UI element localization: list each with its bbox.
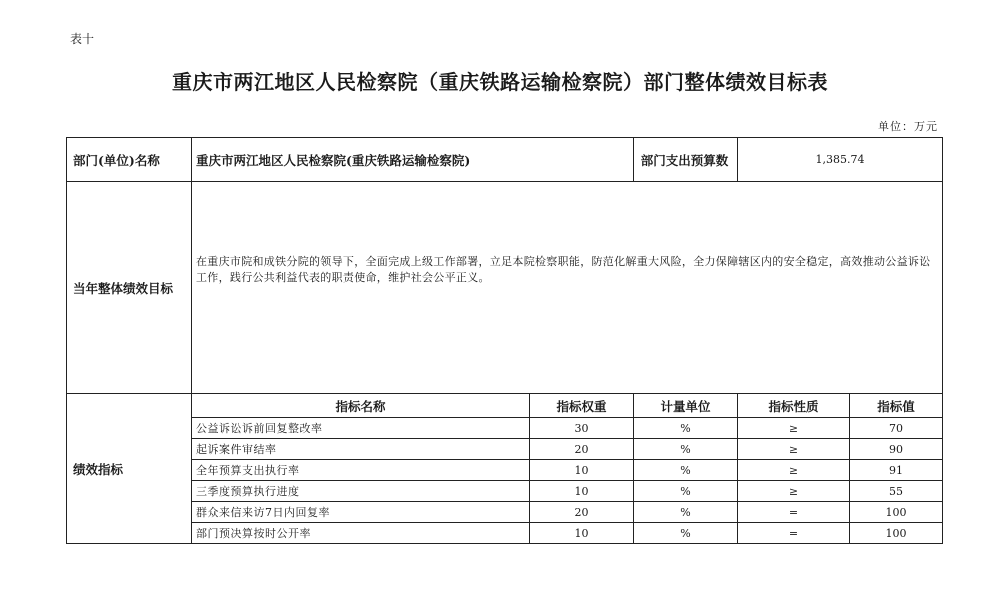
table-row bbox=[67, 418, 943, 439]
indicator-value: 100 bbox=[850, 523, 943, 544]
indicator-value: 91 bbox=[850, 460, 943, 481]
table-row bbox=[67, 481, 943, 502]
header-weight: 指标权重 bbox=[530, 394, 634, 418]
indicator-nature: ≥ bbox=[738, 481, 850, 502]
indicator-nature: ≥ bbox=[738, 460, 850, 481]
unit-note: 单位：万元 bbox=[878, 120, 938, 133]
goal-text: 在重庆市院和成铁分院的领导下，全面完成上级工作部署，立足本院检察职能，防范化解重大风险，全力保障辖区内的安全稳定，高效推动公益诉讼工作，践行公共利益代表的职责使命，维护社会公平正义。 bbox=[192, 182, 943, 394]
goal-label: 当年整体绩效目标 bbox=[67, 182, 192, 394]
indicator-name: 三季度预算执行进度 bbox=[192, 481, 530, 502]
indicator-value: 100 bbox=[850, 502, 943, 523]
indicator-unit: % bbox=[634, 439, 738, 460]
budget-value: 1,385.74 bbox=[738, 138, 943, 182]
dept-row bbox=[67, 138, 943, 182]
indicator-name: 公益诉讼诉前回复整改率 bbox=[192, 418, 530, 439]
indicator-nature: = bbox=[738, 502, 850, 523]
indicator-value: 55 bbox=[850, 481, 943, 502]
table-row bbox=[67, 439, 943, 460]
indicator-name: 群众来信来访7日内回复率 bbox=[192, 502, 530, 523]
header-name: 指标名称 bbox=[192, 394, 530, 418]
indicator-value: 90 bbox=[850, 439, 943, 460]
performance-table bbox=[66, 137, 943, 544]
indicators-label: 绩效指标 bbox=[67, 394, 192, 544]
indicator-unit: % bbox=[634, 460, 738, 481]
indicator-nature: ≥ bbox=[738, 439, 850, 460]
header-unit: 计量单位 bbox=[634, 394, 738, 418]
indicator-unit: % bbox=[634, 502, 738, 523]
indicator-weight: 10 bbox=[530, 523, 634, 544]
indicator-name: 起诉案件审结率 bbox=[192, 439, 530, 460]
indicator-name: 全年预算支出执行率 bbox=[192, 460, 530, 481]
indicator-header-row bbox=[67, 394, 943, 418]
indicator-unit: % bbox=[634, 418, 738, 439]
goal-row bbox=[67, 182, 943, 394]
budget-label: 部门支出预算数 bbox=[634, 138, 738, 182]
indicator-unit: % bbox=[634, 523, 738, 544]
table-row bbox=[67, 523, 943, 544]
indicator-weight: 20 bbox=[530, 439, 634, 460]
header-value: 指标值 bbox=[850, 394, 943, 418]
page-title: 重庆市两江地区人民检察院（重庆铁路运输检察院）部门整体绩效目标表 bbox=[172, 70, 828, 94]
indicator-name: 部门预决算按时公开率 bbox=[192, 523, 530, 544]
indicator-weight: 10 bbox=[530, 460, 634, 481]
header-nature: 指标性质 bbox=[738, 394, 850, 418]
dept-name-value: 重庆市两江地区人民检察院(重庆铁路运输检察院) bbox=[192, 138, 634, 182]
indicator-unit: % bbox=[634, 481, 738, 502]
indicator-nature: = bbox=[738, 523, 850, 544]
table-row bbox=[67, 460, 943, 481]
indicator-weight: 20 bbox=[530, 502, 634, 523]
dept-name-label: 部门(单位)名称 bbox=[67, 138, 192, 182]
indicator-nature: ≥ bbox=[738, 418, 850, 439]
table-number: 表十 bbox=[70, 32, 95, 46]
indicator-weight: 10 bbox=[530, 481, 634, 502]
table-row bbox=[67, 502, 943, 523]
indicator-weight: 30 bbox=[530, 418, 634, 439]
indicator-value: 70 bbox=[850, 418, 943, 439]
